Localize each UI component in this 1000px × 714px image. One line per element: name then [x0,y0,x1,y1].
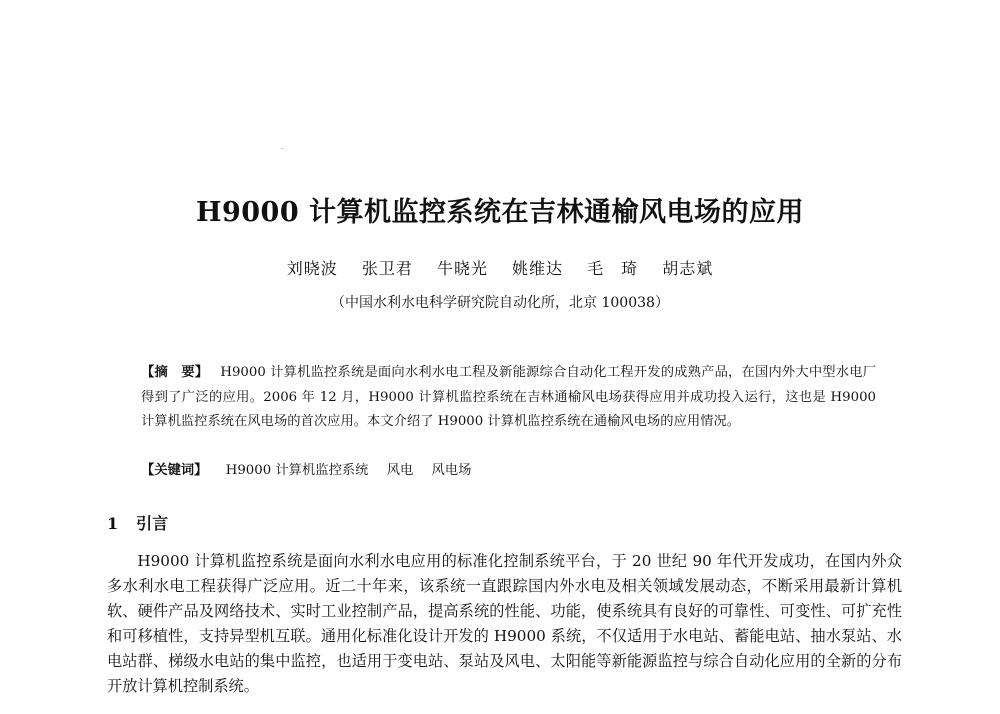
section-number: 1 [107,514,119,533]
author-list [0,256,1000,279]
author-name: 牛晓光 [436,259,488,278]
abstract-block [141,361,876,435]
scan-speck [281,148,284,149]
author-name: 毛 琦 [587,259,639,278]
keyword: 风电场 [431,463,472,478]
author-name: 胡志斌 [662,259,714,278]
abstract-text: H9000 计算机监控系统是面向水利水电工程及新能源综合自动化工程开发的成熟产品，在国内外大中型水电厂得到了广泛的应用。2006 年 12 月，H9000 计算机监控系统在吉林通榆风电场获得应用并成功投入运行，这也是 H9000 计算机监控系统在风电场的首次应用。本文介绍了 H9000 计算机监控系统在通榆风电场的应用情况。 [141,365,876,429]
section-title: 引言 [136,514,169,533]
keyword: H9000 计算机监控系统 [225,463,369,478]
paper-title: H9000 计算机监控系统在吉林通榆风电场的应用 [195,197,805,228]
author-name: 姚维达 [512,259,564,278]
author-name: 张卫君 [361,259,413,278]
keywords-label: 【关键词】 [141,463,208,478]
section-heading [107,511,168,534]
author-name: 刘晓波 [286,259,338,278]
keywords-block [141,459,876,483]
affiliation: （中国水利水电科学研究院自动化所，北京 100038） [331,295,669,311]
section-body: H9000 计算机监控系统是面向水利水电应用的标准化控制系统平台，于 20 世纪 90 年代开发成功，在国内外众多水利水电工程获得广泛应用。近二十年来，该系统一直跟踪国内外水电及相关领域发展动态，不断采用最新计算机软、硬件产品及网络技术、实时工业控制产品，提高系统的性能、功能，使系统具有良好的可靠性、可变性、可扩充性和可移植性，支持异型机互联。通用化标准化设计开发的 H9000 系统，不仅适用于水电站、蓄能电站、抽水泵站、水电站群、梯级水电站的集中监控，也适用于变电站、泵站及风电、太阳能等新能源监控与综合自动化应用的全新的分布开放计算机控制系统。 [107,552,902,695]
abstract-label: 【摘 要】 [141,365,209,380]
keyword: 风电 [386,463,414,478]
